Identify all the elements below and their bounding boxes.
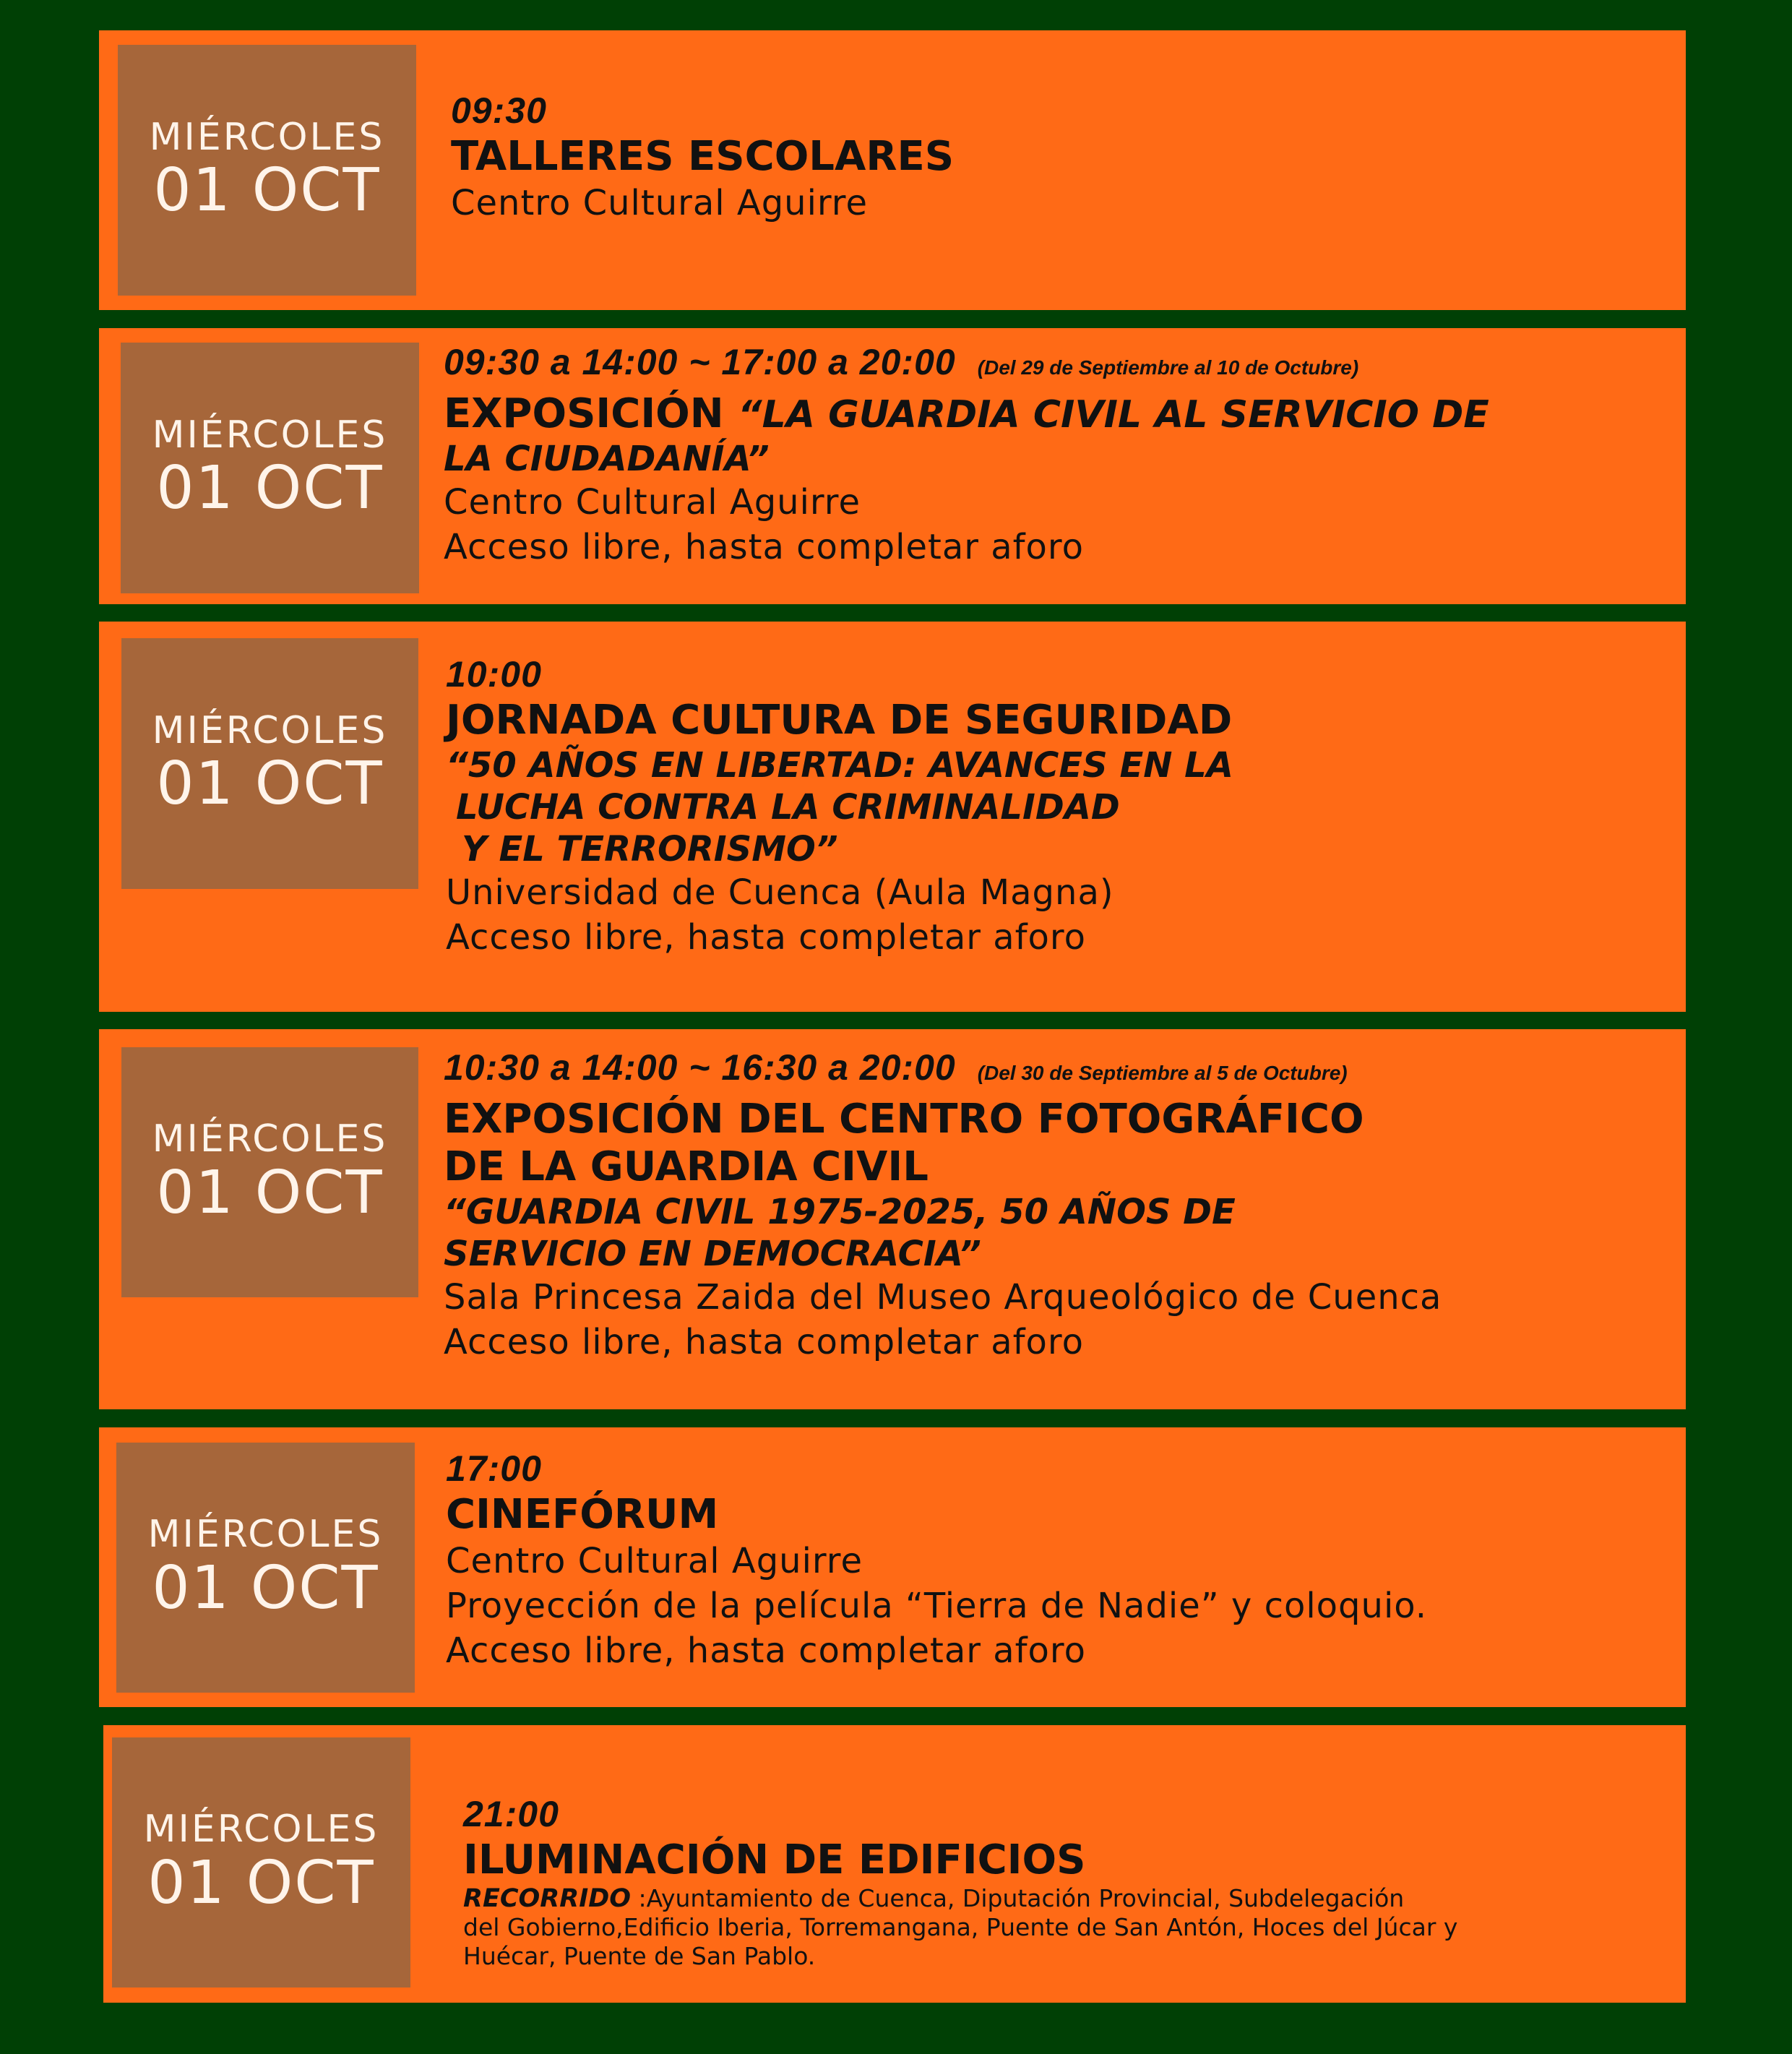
event-route-cont: del Gobierno,Edificio Iberia, Torremangana, Puente de San Antón, Hoces del Júcar y bbox=[463, 1913, 1458, 1941]
event-access: Acceso libre, hasta completar aforo bbox=[444, 527, 1084, 567]
event-card bbox=[103, 1725, 1686, 2003]
event-subtitle: “50 AÑOS EN LIBERTAD: AVANCES EN LA bbox=[446, 745, 1233, 786]
event-title: CINEFÓRUM bbox=[446, 1491, 719, 1538]
weekday: MIÉRCOLES bbox=[147, 1513, 384, 1557]
event-details bbox=[446, 1446, 1427, 1673]
event-time bbox=[444, 340, 1489, 390]
event-details bbox=[451, 88, 954, 225]
title-main: EXPOSICIÓN bbox=[444, 390, 724, 437]
date: 01 OCT bbox=[156, 749, 384, 818]
title-quote: “LA GUARDIA CIVIL AL SERVICIO DE bbox=[738, 393, 1489, 437]
event-time: 09:30 bbox=[451, 90, 547, 131]
date-box bbox=[121, 638, 418, 889]
event-subtitle: Y EL TERRORISMO” bbox=[462, 829, 838, 869]
weekday: MIÉRCOLES bbox=[149, 115, 385, 159]
event-details bbox=[444, 1045, 1442, 1365]
event-subtitle: “GUARDIA CIVIL 1975-2025, 50 AÑOS DE bbox=[444, 1192, 1236, 1232]
date-box bbox=[112, 1737, 410, 1988]
route-label: RECORRIDO bbox=[463, 1884, 632, 1913]
event-time bbox=[444, 1045, 1442, 1096]
time-range: 10:30 a 14:00 ~ 16:30 a 20:00 bbox=[444, 1047, 956, 1088]
event-card bbox=[99, 622, 1686, 1012]
event-venue: Centro Cultural Aguirre bbox=[446, 1541, 863, 1581]
event-title: EXPOSICIÓN DEL CENTRO FOTOGRÁFICO bbox=[444, 1096, 1364, 1143]
event-venue: Universidad de Cuenca (Aula Magna) bbox=[446, 872, 1114, 913]
date: 01 OCT bbox=[152, 1553, 379, 1623]
event-details bbox=[444, 340, 1489, 570]
date: 01 OCT bbox=[156, 1158, 384, 1227]
event-title: JORNADA CULTURA DE SEGURIDAD bbox=[446, 697, 1233, 744]
date-box bbox=[121, 1047, 418, 1297]
event-route-cont: Huécar, Puente de San Pablo. bbox=[463, 1942, 816, 1970]
weekday: MIÉRCOLES bbox=[152, 413, 388, 457]
weekday: MIÉRCOLES bbox=[152, 1117, 388, 1161]
event-access: Acceso libre, hasta completar aforo bbox=[444, 1322, 1084, 1362]
event-venue: Sala Princesa Zaida del Museo Arqueológico de Cuenca bbox=[444, 1277, 1442, 1318]
date-box bbox=[116, 1443, 415, 1693]
event-title: ILUMINACIÓN DE EDIFICIOS bbox=[463, 1836, 1086, 1883]
event-card bbox=[99, 1427, 1686, 1707]
event-card bbox=[99, 1029, 1686, 1409]
event-subtitle: SERVICIO EN DEMOCRACIA” bbox=[444, 1234, 981, 1274]
date: 01 OCT bbox=[153, 156, 381, 225]
weekday: MIÉRCOLES bbox=[143, 1808, 379, 1852]
event-detail: Proyección de la película “Tierra de Nadie” y coloquio. bbox=[446, 1586, 1428, 1626]
event-route bbox=[463, 1884, 1457, 1913]
date-box bbox=[121, 343, 419, 593]
event-venue: Centro Cultural Aguirre bbox=[451, 183, 869, 223]
time-range: 09:30 a 14:00 ~ 17:00 a 20:00 bbox=[444, 342, 956, 382]
route-text: :Ayuntamiento de Cuenca, Diputación Provincial, Subdelegación bbox=[638, 1884, 1405, 1912]
event-time: 21:00 bbox=[463, 1794, 559, 1834]
event-subtitle: LUCHA CONTRA LA CRIMINALIDAD bbox=[456, 787, 1120, 828]
date-range: (Del 30 de Septiembre al 5 de Octubre) bbox=[977, 1062, 1348, 1084]
event-title bbox=[444, 390, 1489, 438]
event-access: Acceso libre, hasta completar aforo bbox=[446, 917, 1086, 958]
weekday: MIÉRCOLES bbox=[152, 708, 388, 752]
title-quote-cont: LA CIUDADANÍA” bbox=[444, 439, 770, 479]
event-venue: Centro Cultural Aguirre bbox=[444, 482, 861, 523]
event-time: 10:00 bbox=[446, 654, 542, 695]
event-card bbox=[99, 328, 1686, 604]
event-title: TALLERES ESCOLARES bbox=[451, 133, 955, 180]
event-time: 17:00 bbox=[446, 1448, 542, 1489]
event-title-cont: DE LA GUARDIA CIVIL bbox=[444, 1143, 929, 1190]
event-details bbox=[463, 1792, 1457, 1971]
date: 01 OCT bbox=[156, 454, 384, 523]
date-range: (Del 29 de Septiembre al 10 de Octubre) bbox=[977, 356, 1359, 379]
event-card bbox=[99, 30, 1686, 310]
date-box bbox=[118, 45, 416, 296]
event-details bbox=[446, 652, 1233, 960]
event-access: Acceso libre, hasta completar aforo bbox=[446, 1630, 1086, 1671]
date: 01 OCT bbox=[147, 1848, 375, 1917]
